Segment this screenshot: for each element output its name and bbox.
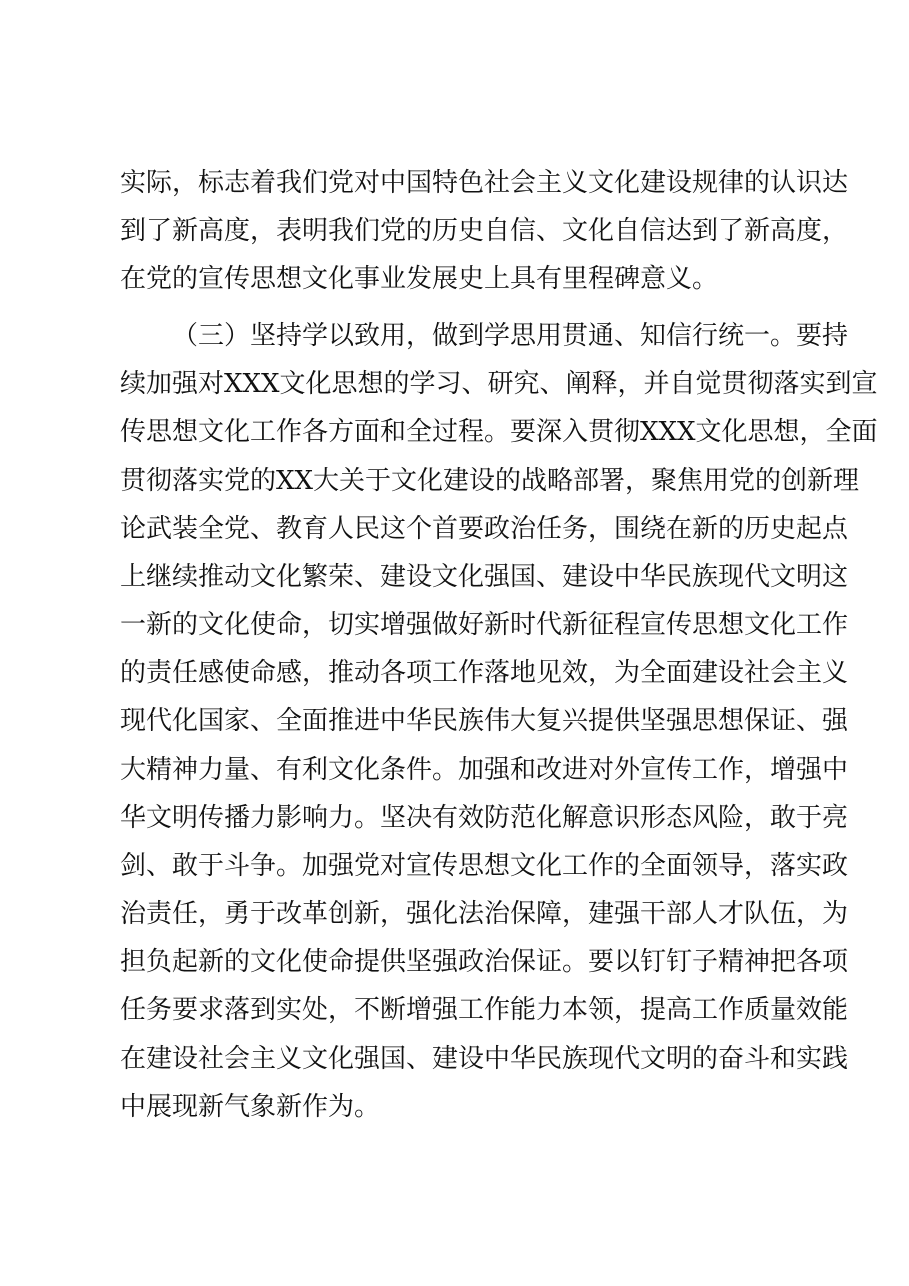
paragraph-line: 中展现新气象新作为。 — [120, 1092, 381, 1122]
paragraph-line: 论武装全党、教育人民这个首要政治任务，围绕在新的历史起点 — [120, 514, 849, 544]
paragraph-line: 担负起新的文化使命提供坚强政治保证。要以钉钉子精神把各项 — [120, 947, 849, 977]
paragraph-line: 治责任，勇于改革创新，强化法治保障，建强干部人才队伍，为 — [120, 899, 849, 929]
paragraph-line: 到了新高度，表明我们党的历史自信、文化自信达到了新高度， — [120, 216, 849, 246]
paragraph-line: 一新的文化使命，切实增强做好新时代新征程宣传思想文化工作 — [120, 610, 849, 640]
paragraph-line: 贯彻落实党的XX大关于文化建设的战略部署，聚焦用党的创新理 — [120, 466, 860, 496]
section-heading-line: （三）坚持学以致用，做到学思用贯通、知信行统一。要持 — [172, 321, 849, 351]
paragraph-line: 在建设社会主义文化强国、建设中华民族现代文明的奋斗和实践 — [120, 1044, 849, 1074]
paragraph-line: 上继续推动文化繁荣、建设文化强国、建设中华民族现代文明这 — [120, 562, 849, 592]
paragraph-line: 实际，标志着我们党对中国特色社会主义文化建设规律的认识达 — [120, 168, 849, 198]
paragraph-line: 续加强对XXX文化思想的学习、研究、阐释，并自觉贯彻落实到宣 — [120, 369, 878, 399]
paragraph-line: 传思想文化工作各方面和全过程。要深入贯彻XXX文化思想，全面 — [120, 417, 878, 447]
paragraph-line: 剑、敢于斗争。加强党对宣传思想文化工作的全面领导，落实政 — [120, 851, 849, 881]
paragraph-line: 的责任感使命感，推动各项工作落地见效，为全面建设社会主义 — [120, 658, 849, 688]
paragraph-line: 现代化国家、全面推进中华民族伟大复兴提供坚强思想保证、强 — [120, 706, 849, 736]
paragraph-line: 在党的宣传思想文化事业发展史上具有里程碑意义。 — [120, 264, 719, 294]
paragraph-line: 华文明传播力影响力。坚决有效防范化解意识形态风险，敢于亮 — [120, 803, 849, 833]
paragraph-line: 大精神力量、有利文化条件。加强和改进对外宣传工作，增强中 — [120, 755, 849, 785]
paragraph-line: 任务要求落到实处，不断增强工作能力本领，提高工作质量效能 — [120, 995, 849, 1025]
